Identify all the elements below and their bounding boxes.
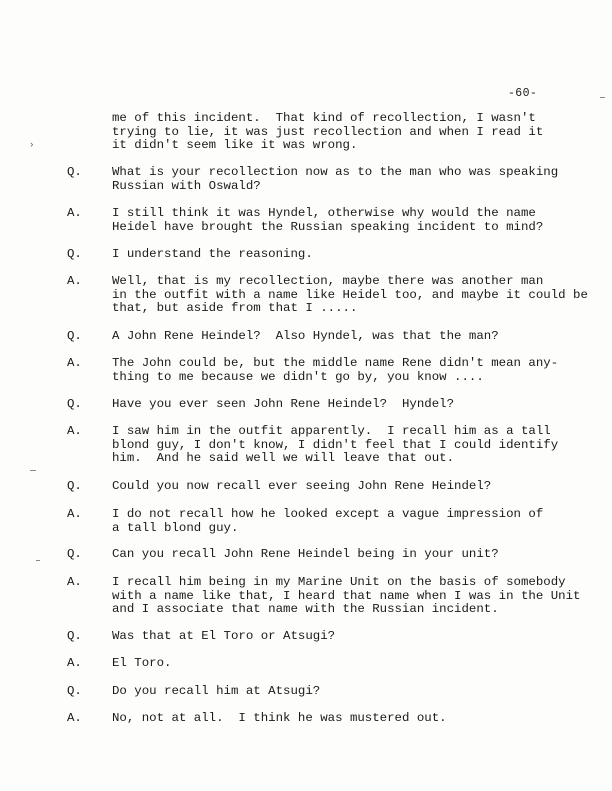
answer-label: A.: [67, 711, 82, 725]
transcript-line: me of this incident. That kind of recollection, I wasn't: [112, 111, 536, 125]
transcript-line: El Toro.: [112, 656, 172, 670]
transcript-line: Can you recall John Rene Heindel being in your unit?: [112, 547, 499, 561]
transcript-line: it didn't seem like it was wrong.: [112, 138, 358, 153]
question-label: Q.: [67, 547, 82, 561]
answer-label: A.: [67, 356, 82, 370]
transcript-line: I understand the reasoning.: [112, 247, 313, 261]
question-label: Q.: [67, 329, 82, 343]
transcript-line: Heidel have brought the Russian speaking incident to mind?: [112, 219, 544, 234]
question-label: Q.: [67, 397, 82, 411]
question-label: Q.: [67, 479, 82, 493]
transcript-line: and I associate that name with the Russian incident.: [112, 602, 499, 617]
transcript-line: A John Rene Heindel? Also Hyndel, was that the man?: [112, 329, 499, 343]
transcript-line: Could you now recall ever seeing John Rene Heindel?: [112, 479, 492, 493]
transcript-line: I recall him being in my Marine Unit on the basis of somebody: [112, 575, 566, 589]
transcript-line: Do you recall him at Atsugi?: [112, 684, 321, 698]
margin-mark: ›: [29, 140, 35, 150]
transcript-line: in the outfit with a name like Heidel too, and maybe it could be: [112, 287, 588, 302]
question-label: Q.: [67, 247, 82, 261]
transcript-line: him. And he said well we will leave that out.: [112, 451, 455, 466]
transcript-line: Was that at El Toro or Atsugi?: [112, 629, 336, 643]
transcript-line: blond guy, I don't know, I didn't feel that I could identify: [112, 437, 559, 452]
transcript-line: I do not recall how he looked except a vague impression of: [112, 507, 544, 521]
transcript-line: Have you ever seen John Rene Heindel? Hyndel?: [112, 397, 455, 411]
answer-label: A.: [67, 206, 82, 220]
transcript-line: trying to lie, it was just recollection and when I read it: [112, 124, 544, 139]
transcript-line: I saw him in the outfit apparently. I recall him as a tall: [112, 424, 551, 438]
transcript-line: with a name like that, I heard that name when I was in the Unit: [112, 588, 581, 603]
page-number: -60-: [508, 87, 538, 100]
transcript-line: I still think it was Hyndel, otherwise why would the name: [112, 206, 536, 220]
answer-label: A.: [67, 575, 82, 589]
margin-mark: [30, 470, 36, 471]
question-label: Q.: [67, 629, 82, 643]
answer-label: A.: [67, 424, 82, 438]
transcript-line: What is your recollection now as to the man who was speaking: [112, 165, 559, 179]
transcript-line: a tall blond guy.: [112, 520, 239, 535]
question-label: Q.: [67, 165, 82, 179]
answer-label: A.: [67, 656, 82, 670]
answer-label: A.: [67, 507, 82, 521]
margin-mark: [600, 97, 605, 98]
transcript-line: that, but aside from that I .....: [112, 301, 358, 316]
margin-mark: [36, 560, 40, 561]
transcript-line: Russian with Oswald?: [112, 178, 261, 193]
transcript-line: thing to me because we didn't go by, you know ....: [112, 369, 484, 384]
transcript-line: The John could be, but the middle name Rene didn't mean any-: [112, 356, 559, 370]
question-label: Q.: [67, 684, 82, 698]
answer-label: A.: [67, 274, 82, 288]
transcript-line: Well, that is my recollection, maybe there was another man: [112, 274, 544, 288]
transcript-line: No, not at all. I think he was mustered out.: [112, 711, 447, 725]
